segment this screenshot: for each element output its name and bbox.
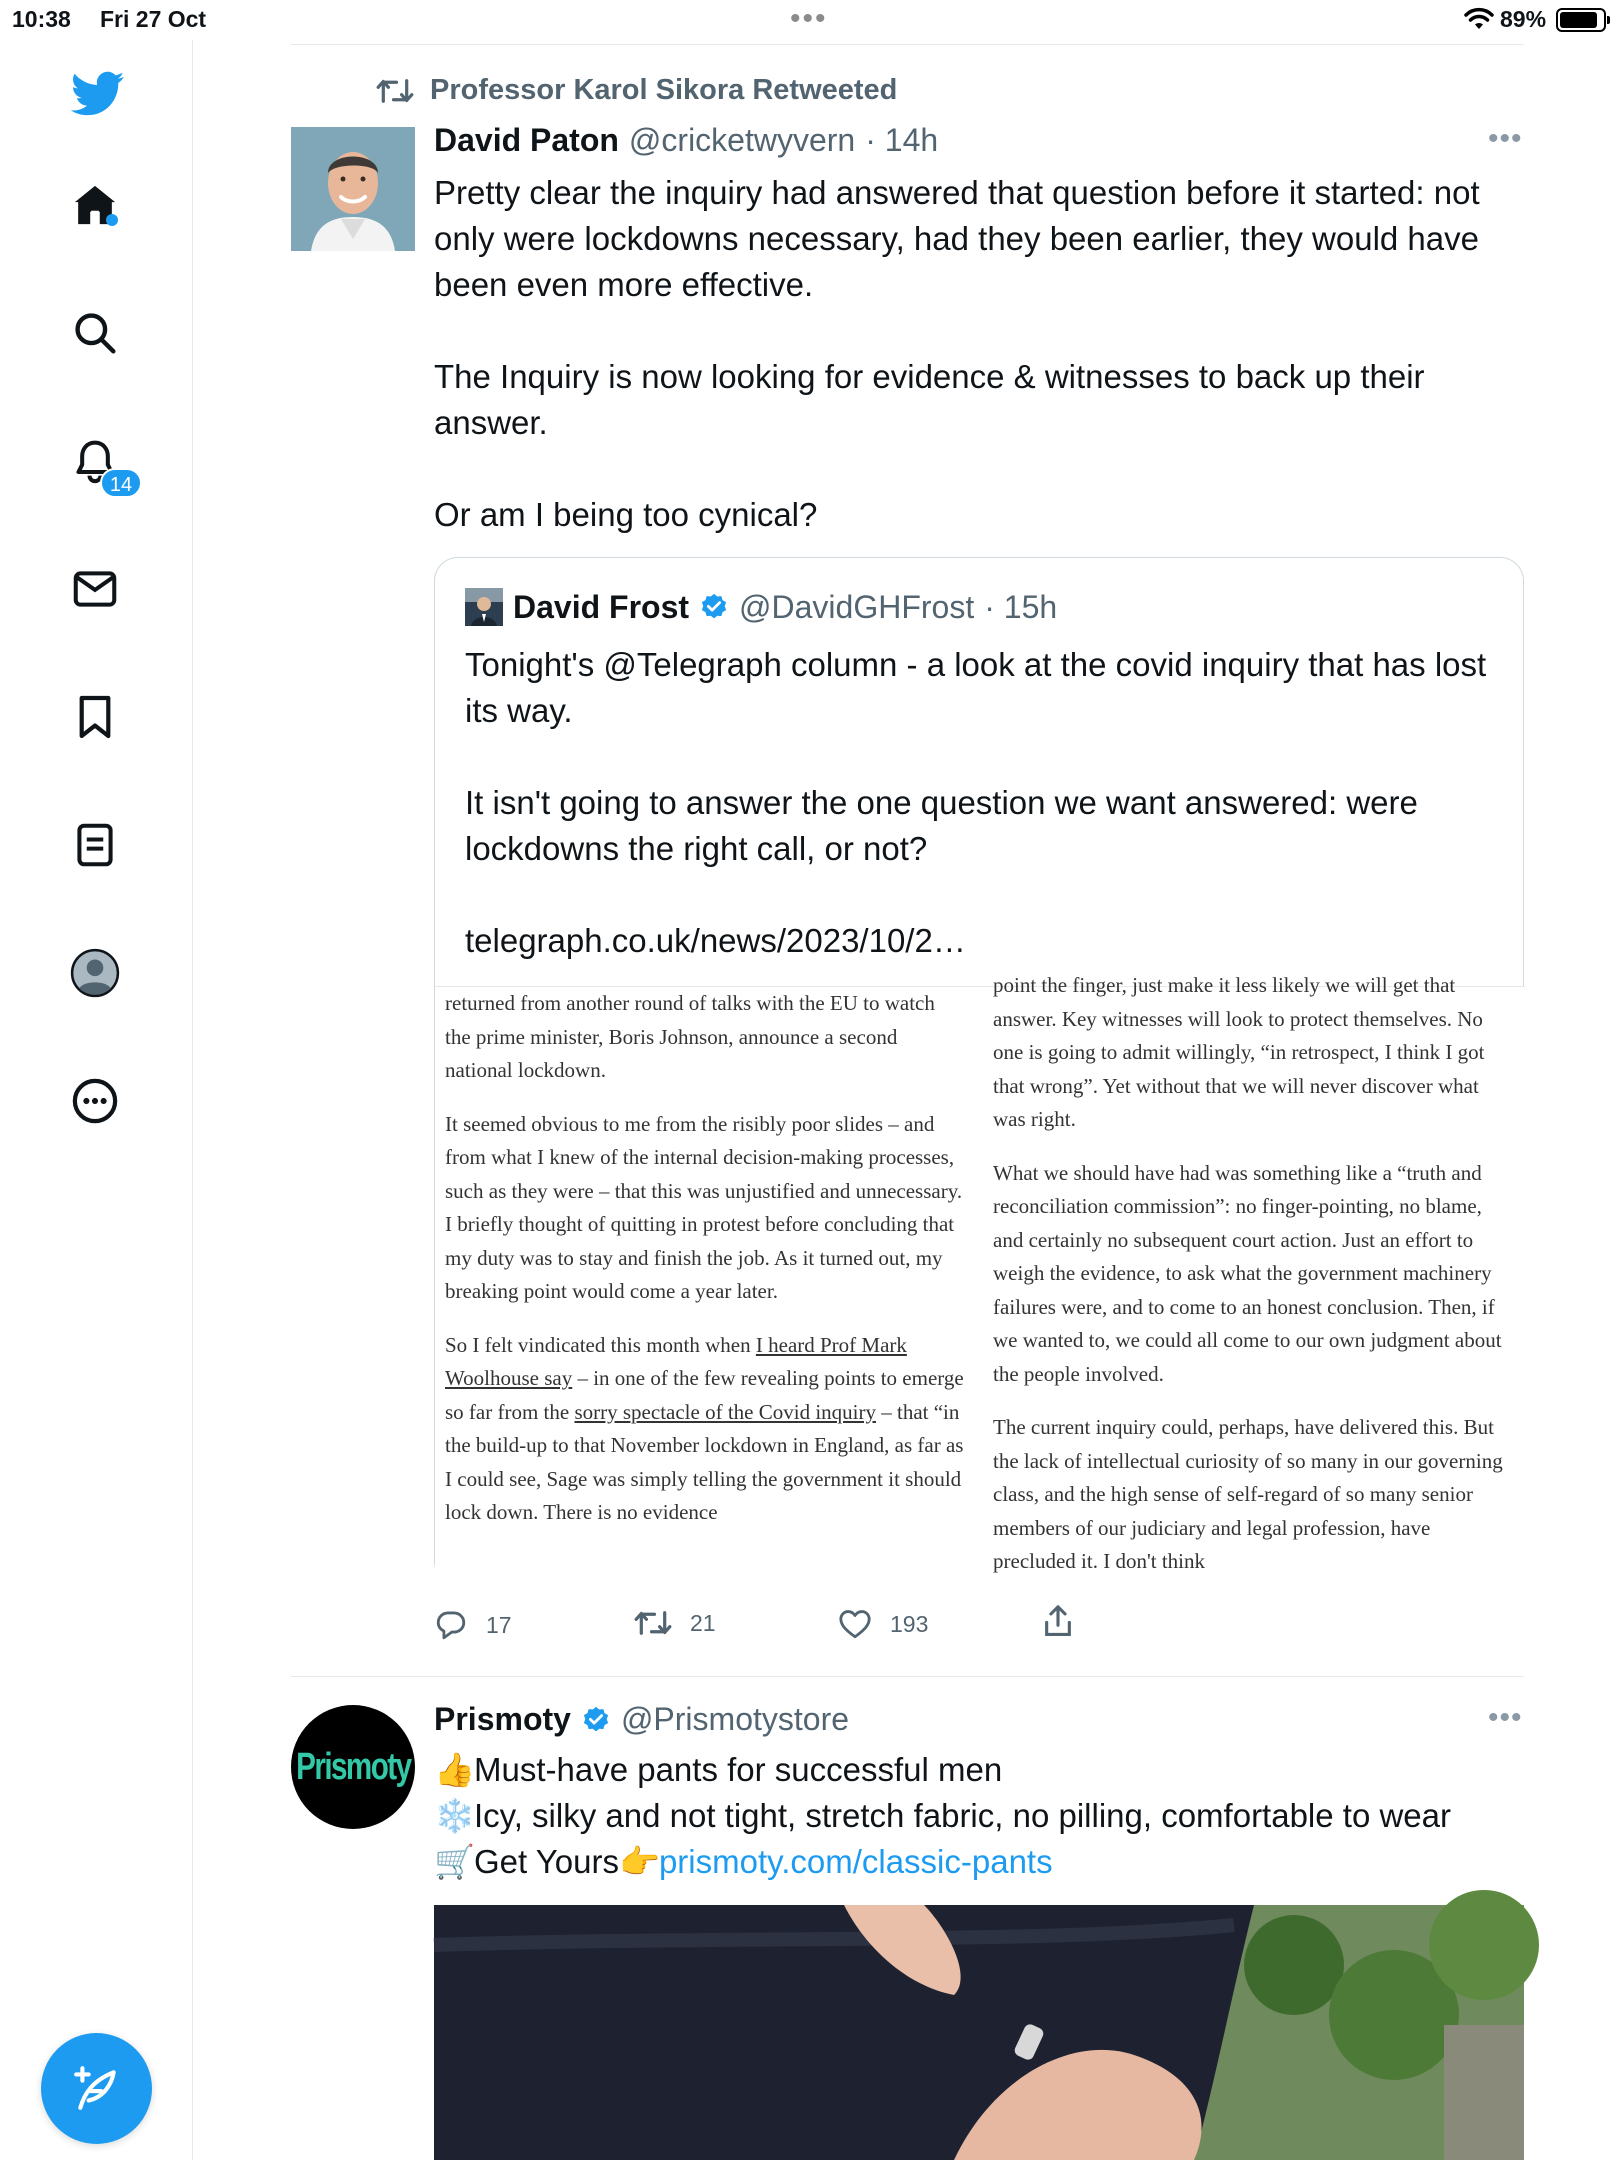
quoted-tweet-header	[465, 588, 1057, 626]
quoted-tweet-card[interactable]	[434, 557, 1524, 1585]
quoted-tweet-time: · 15h	[984, 588, 1058, 625]
quoted-paragraph: Tonight's @Telegraph column - a look at the covid inquiry that has lost its way.	[465, 646, 1487, 729]
tweet-line: 🛒Get Yours👉prismoty.com/classic-pants	[434, 1839, 1524, 1885]
battery-percent: 89%	[1500, 6, 1547, 32]
avatar-prismoty[interactable]	[291, 1705, 415, 1829]
like-button[interactable]	[838, 1608, 928, 1640]
timeline-top-divider	[291, 44, 1524, 45]
compose-tweet-button[interactable]	[41, 2033, 152, 2144]
verified-badge-icon	[699, 592, 729, 622]
author-handle[interactable]: @cricketwyvern	[628, 122, 856, 158]
reply-icon	[434, 1608, 468, 1642]
tweet-header	[434, 1701, 849, 1738]
article-paragraph: So I felt vindicated this month when I heard Prof Mark Woolhouse say – in one of the few revealing points to emerge so far from the sorry spectacle of the Covid inquiry – that “in the build-up to that November lockdown in England, as far as I could see, Sage was simply telling the government it should lock down. There is no evidence	[445, 1332, 964, 1524]
tweet-more-icon[interactable]: •••	[1488, 1701, 1523, 1734]
tweet-actions	[434, 1602, 1524, 1652]
retweet-label: Professor Karol Sikora Retweeted	[430, 74, 898, 106]
article-paragraph: The current inquiry could, perhaps, have delivered this. But the lack of intellectual curiosity of so many in our governing class, and the high sense of self-regard of so many senior members of our judiciary and legal profession, have precluded it. I don't think	[993, 1415, 1503, 1573]
tweet-line: ❄️Icy, silky and not tight, stretch fabric, no pilling, comfortable to wear	[434, 1793, 1524, 1839]
quoted-link[interactable]: telegraph.co.uk/news/2023/10/2…	[465, 922, 966, 959]
bookmarks-icon[interactable]	[70, 692, 120, 742]
tweet-paragraph: Or am I being too cynical?	[434, 496, 818, 533]
wifi-icon	[1464, 7, 1494, 36]
author-name[interactable]: David Paton	[434, 122, 619, 158]
article-screenshot-image[interactable]	[435, 973, 1525, 1586]
profile-icon[interactable]	[70, 948, 120, 998]
twitter-logo-icon[interactable]	[70, 66, 126, 122]
quoted-author-handle: @DavidGHFrost	[739, 588, 975, 625]
article-link: I heard Prof Mark Woolhouse say	[445, 1332, 907, 1390]
retweet-count: 21	[690, 1609, 716, 1636]
messages-icon[interactable]	[70, 564, 120, 614]
retweet-action-icon	[634, 1608, 672, 1638]
article-paragraph: What we should have had was something like a “truth and reconciliation commission”: no finger-pointing, no blame, and certainly no subsequent court action. Just an effort to weigh the evidence, to ask what the government machinery failures were, and to come to an honest conclusion. Then, if we wanted to, we could all come to our own judgment about the people involved.	[993, 1160, 1502, 1386]
article-paragraph: It seemed obvious to me from the risibly poor slides – and from what I knew of the internal decision-making processes, such as they were – that this was unjustified and unnecessary. I briefly thought of quitting in protest before concluding that my duty was to stay and finish the job. As it turned out, my breaking point would come a year later.	[445, 1111, 963, 1303]
share-icon	[1042, 1604, 1074, 1638]
article-right-column	[993, 969, 1513, 1599]
quoted-author-name: David Frost	[513, 588, 690, 625]
pointing-hand-emoji: 👉	[618, 1843, 661, 1880]
tweet-text	[434, 170, 1524, 538]
avatar-david-paton[interactable]	[291, 127, 415, 251]
promo-link[interactable]: prismoty.com/classic-pants	[658, 1843, 1053, 1880]
article-link: sorry spectacle of the Covid inquiry	[574, 1399, 876, 1424]
home-unread-dot	[106, 214, 118, 226]
tweet-paragraph: The Inquiry is now looking for evidence & witnesses to back up their answer.	[434, 358, 1425, 441]
compose-feather-icon	[72, 2064, 122, 2114]
reply-count: 17	[486, 1611, 512, 1638]
more-icon[interactable]	[70, 1076, 120, 1126]
avatar-prismoty-logo: Prismoty	[295, 1745, 411, 1788]
article-paragraph: returned from another round of talks with the EU to watch the prime minister, Boris Johnson, announce a second national lockdown.	[445, 991, 935, 1082]
retweet-icon	[376, 76, 414, 106]
verified-badge-icon	[581, 1705, 611, 1735]
tweet-text	[434, 1747, 1524, 1885]
tweet-divider	[291, 1676, 1524, 1677]
cart-emoji: 🛒	[434, 1843, 476, 1880]
battery-icon	[1556, 8, 1606, 32]
article-left-column	[445, 987, 965, 1550]
like-count: 193	[890, 1610, 929, 1637]
search-icon[interactable]	[70, 308, 120, 358]
retweet-button[interactable]	[634, 1608, 716, 1638]
status-bar	[0, 0, 1620, 40]
share-button[interactable]	[1042, 1604, 1074, 1638]
tweet-paragraph: Pretty clear the inquiry had answered that question before it started: not only were lockdowns necessary, had they been earlier, they would have been even more effective.	[434, 174, 1480, 303]
notifications-badge: 14	[100, 468, 142, 498]
promo-video-image[interactable]	[434, 1905, 1524, 2160]
thumbs-up-emoji: 👍	[434, 1751, 476, 1788]
status-time: 10:38	[12, 6, 71, 32]
multitasking-dots-icon[interactable]: •••	[790, 2, 828, 35]
author-handle[interactable]: @Prismotystore	[620, 1701, 850, 1737]
tweet-more-icon[interactable]: •••	[1488, 122, 1523, 155]
heart-icon	[838, 1608, 872, 1640]
status-date: Fri 27 Oct	[100, 6, 207, 32]
article-paragraph: point the finger, just make it less likely we will get that answer. Key witnesses will look to protect themselves. No one is going to admit willingly, “in retrospect, I think I got that wrong”. Yet without that we will never discover what was right.	[993, 973, 1485, 1131]
tweet-line: 👍Must-have pants for successful men	[434, 1747, 1524, 1793]
tweet-header	[434, 122, 938, 159]
reply-button[interactable]	[434, 1608, 512, 1642]
tweet-time[interactable]: · 14h	[865, 122, 939, 158]
retweet-context[interactable]	[376, 74, 897, 107]
lists-icon[interactable]	[70, 820, 120, 870]
snowflake-emoji: ❄️	[434, 1797, 476, 1834]
quoted-paragraph: It isn't going to answer the one question we want answered: were lockdowns the right call, or not?	[465, 784, 1418, 867]
author-name[interactable]: Prismoty	[434, 1701, 571, 1737]
sidebar	[0, 40, 193, 2160]
quoted-tweet-text	[465, 642, 1495, 964]
avatar-david-frost	[465, 588, 503, 626]
